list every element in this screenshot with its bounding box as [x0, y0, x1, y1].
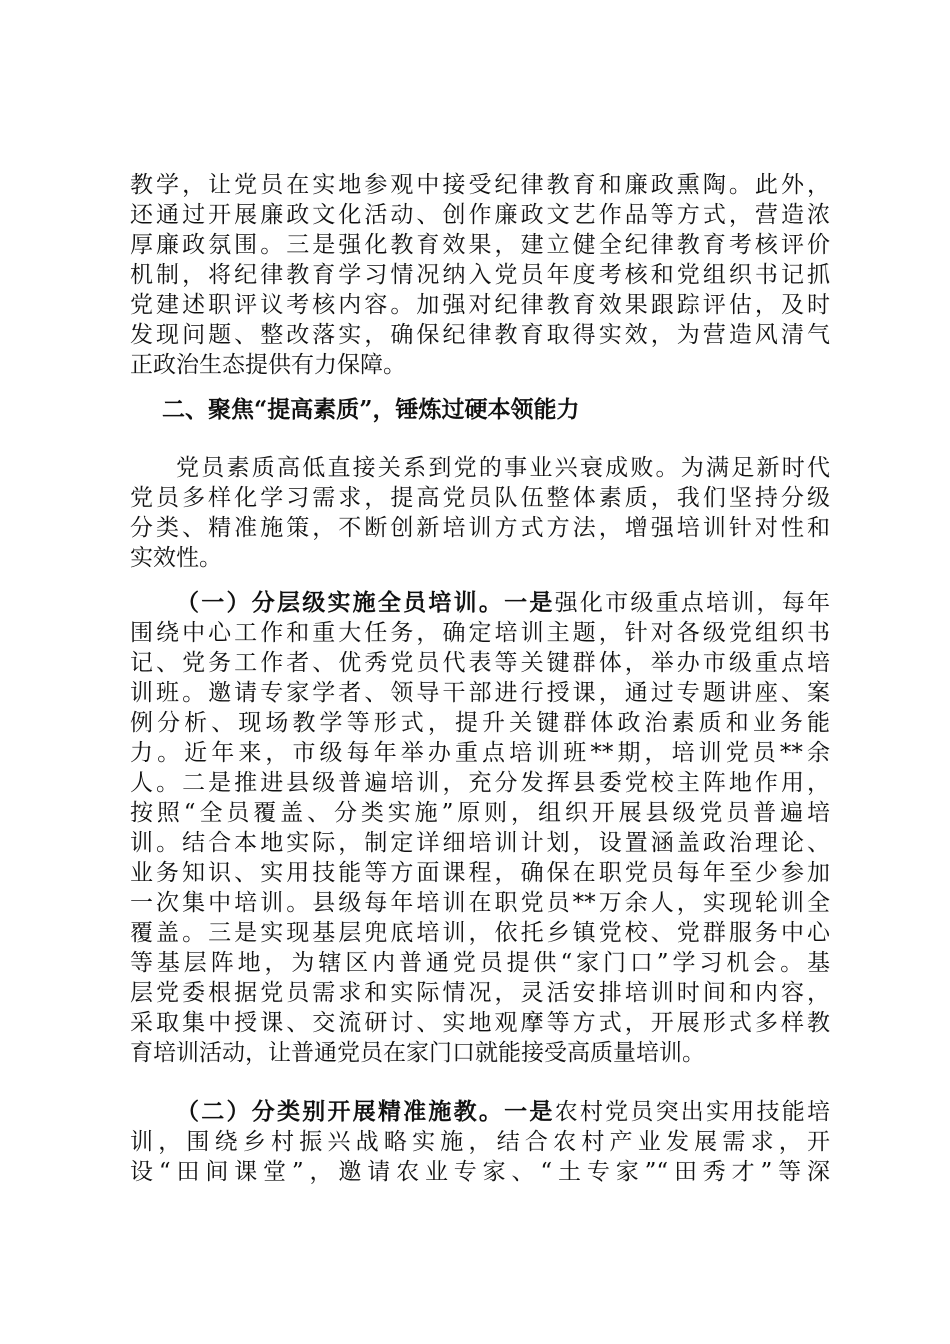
text-line: 育培训活动，让普通党员在家门口就能接受高质量培训。	[130, 1040, 705, 1066]
text-line: 层党委根据党员需求和实际情况，灵活安排培训时间和内容，	[130, 980, 830, 1006]
text-line: 记、党务工作者、优秀党员代表等关键群体，举办市级重点培	[130, 650, 830, 676]
text-line: 机制，将纪律教育学习情况纳入党员年度考核和党组织书记抓	[130, 262, 830, 288]
text-line: 一次集中培训。县级每年培训在职党员**万余人，实现轮训全	[130, 890, 830, 916]
text-line: 党员多样化学习需求，提高党员队伍整体素质，我们坚持分级	[130, 485, 830, 511]
paragraph-discipline-education	[130, 170, 830, 380]
text-line: 覆盖。三是实现基层兜底培训，依托乡镇党校、党群服务中心	[130, 920, 830, 946]
text-line: 设“田间课堂”，邀请农业专家、“土专家”“田秀才”等深	[130, 1159, 830, 1185]
text-line: 分类、精准施策，不断创新培训方式方法，增强培训针对性和	[130, 515, 830, 541]
lead-text: 农村党员突出实用技能培	[554, 1099, 831, 1125]
text-line: 还通过开展廉政文化活动、创作廉政文艺作品等方式，营造浓	[130, 202, 830, 228]
text-line: 发现问题、整改落实，确保纪律教育取得实效，为营造风清气	[130, 322, 830, 348]
lead-text: 强化市级重点培训，每年	[554, 590, 831, 616]
paragraph-category-training	[130, 1097, 830, 1187]
text-line: 正政治生态提供有力保障。	[130, 352, 406, 378]
text-line: 业务知识、实用技能等方面课程，确保在职党员每年至少参加	[130, 860, 830, 886]
text-line: 训。结合本地实际，制定详细培训计划，设置涵盖政治理论、	[130, 830, 830, 856]
subheading-tiered-training: （一）分层级实施全员培训。一是	[176, 589, 555, 616]
section-heading: 二、聚焦“提高素质”，锤炼过硬本领能力	[162, 396, 580, 423]
text-line: 厚廉政氛围。三是强化教育效果，建立健全纪律教育考核评价	[130, 232, 830, 258]
text-line: 例分析、现场教学等形式，提升关键群体政治素质和业务能	[130, 710, 830, 736]
text-line: 采取集中授课、交流研讨、实地观摩等方式，开展形式多样教	[130, 1010, 830, 1036]
text-line: 围绕中心工作和重大任务，确定培训主题，针对各级党组织书	[130, 620, 830, 646]
text-line: 按照“全员覆盖、分类实施”原则，组织开展县级党员普遍培	[130, 800, 830, 826]
text-line: 党建述职评议考核内容。加强对纪律教育效果跟踪评估，及时	[130, 292, 830, 318]
text-line: 力。近年来，市级每年举办重点培训班**期，培训党员**余	[130, 740, 830, 766]
paragraph-quality-intro	[130, 453, 830, 573]
text-line: 训，围绕乡村振兴战略实施，结合农村产业发展需求，开	[130, 1129, 830, 1155]
text-line: 党员素质高低直接关系到党的事业兴衰成败。为满足新时代	[176, 455, 830, 481]
text-line: 实效性。	[130, 545, 222, 571]
paragraph-tiered-training	[130, 588, 830, 1068]
text-line-lead	[130, 1097, 830, 1127]
text-line: 等基层阵地，为辖区内普通党员提供“家门口”学习机会。基	[130, 950, 830, 976]
text-line: 人。二是推进县级普遍培训，充分发挥县委党校主阵地作用，	[130, 770, 830, 796]
text-line: 训班。邀请专家学者、领导干部进行授课，通过专题讲座、案	[130, 680, 830, 706]
text-line: 教学，让党员在实地参观中接受纪律教育和廉政熏陶。此外，	[130, 172, 830, 198]
subheading-category-training: （二）分类别开展精准施教。一是	[176, 1098, 555, 1125]
text-line-lead	[130, 588, 830, 618]
